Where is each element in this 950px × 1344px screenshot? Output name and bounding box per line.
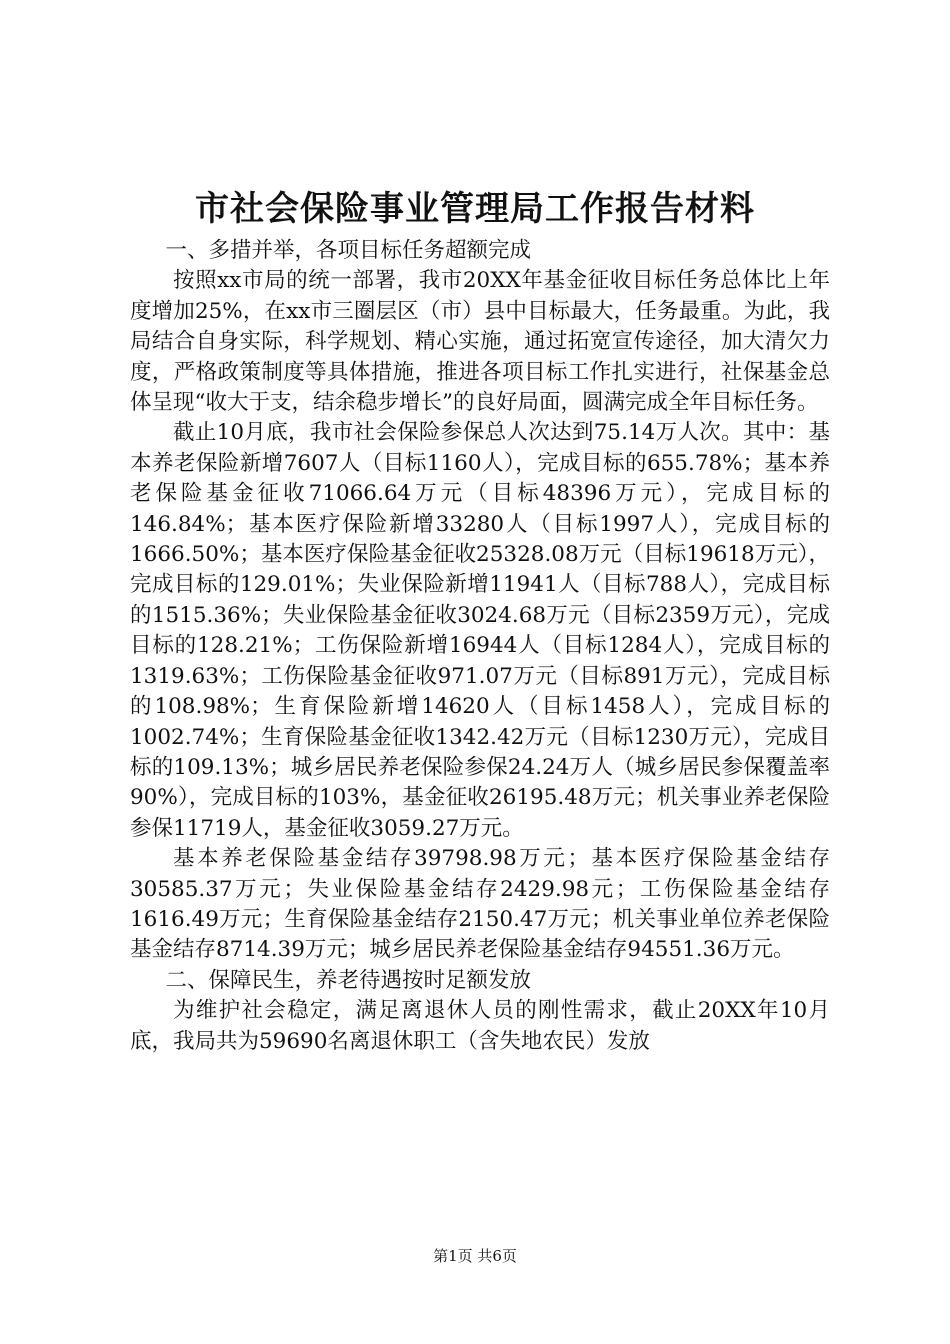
body-paragraph: 按照xx市局的统一部署，我市20XX年基金征收目标任务总体比上年度增加25%，在xx市三圈层区（市）县中目标最大，任务最重。为此，我局结合自身实际，科学规划、精心实施，通过拓宽宣传途径，加大清欠力度，严格政策制度等具体措施，推进各项目标工作扎实进行，社保基金总体呈现“收大于支，结余稳步增长”的良好局面，圆满完成全年目标任务。 — [130, 268, 830, 416]
section-heading-1: 一、多措并举，各项目标任务超额完成 — [165, 238, 531, 263]
document-body — [130, 236, 830, 1057]
document-title: 市社会保险事业管理局工作报告材料 — [195, 189, 755, 229]
body-paragraph: 基本养老保险基金结存39798.98万元；基本医疗保险基金结存30585.37万元；失业保险基金结存2429.98元；工伤保险基金结存1616.49万元；生育保险基金结存2150.47万元；机关事业单位养老保险基金结存8714.39万元；城乡居民养老保险基金结存94551.36万元。 — [130, 846, 830, 963]
body-paragraph: 为维护社会稳定，满足离退休人员的刚性需求，截止20XX年10月底，我局共为59690名离退休职工（含失地农民）发放 — [130, 998, 830, 1054]
body-paragraph: 截止10月底，我市社会保险参保总人次达到75.14万人次。其中：基本养老保险新增7607人（目标1160人），完成目标的655.78%；基本养老保险基金征收71066.64万元（目标48396万元），完成目标的146.84%；基本医疗保险新增33280人（目标1997人），完成目标的1666.50%；基本医疗保险基金征收25328.08万元（目标19618万元），完成目标的129.01%；失业保险新增11941人（目标788人），完成目标的1515.36%；失业保险基金征收3024.68万元（目标2359万元），完成目标的128.21%；工伤保险新增16944人（目标1284人），完成目标的1319.63%；工伤保险基金征收971.07万元（目标891万元），完成目标的108.98%；生育保险新增14620人（目标1458人），完成目标的1002.74%；生育保险基金征收1342.42万元（目标1230万元），完成目标的109.13%；城乡居民养老保险参保24.24万人（城乡居民参保覆盖率90%），完成目标的103%，基金征收26195.48万元；机关事业养老保险参保11719人，基金征收3059.27万元。 — [130, 420, 830, 841]
section-heading-2: 二、保障民生，养老待遇按时足额发放 — [165, 967, 531, 993]
page-footer: 第1页 共6页 — [433, 1247, 517, 1265]
